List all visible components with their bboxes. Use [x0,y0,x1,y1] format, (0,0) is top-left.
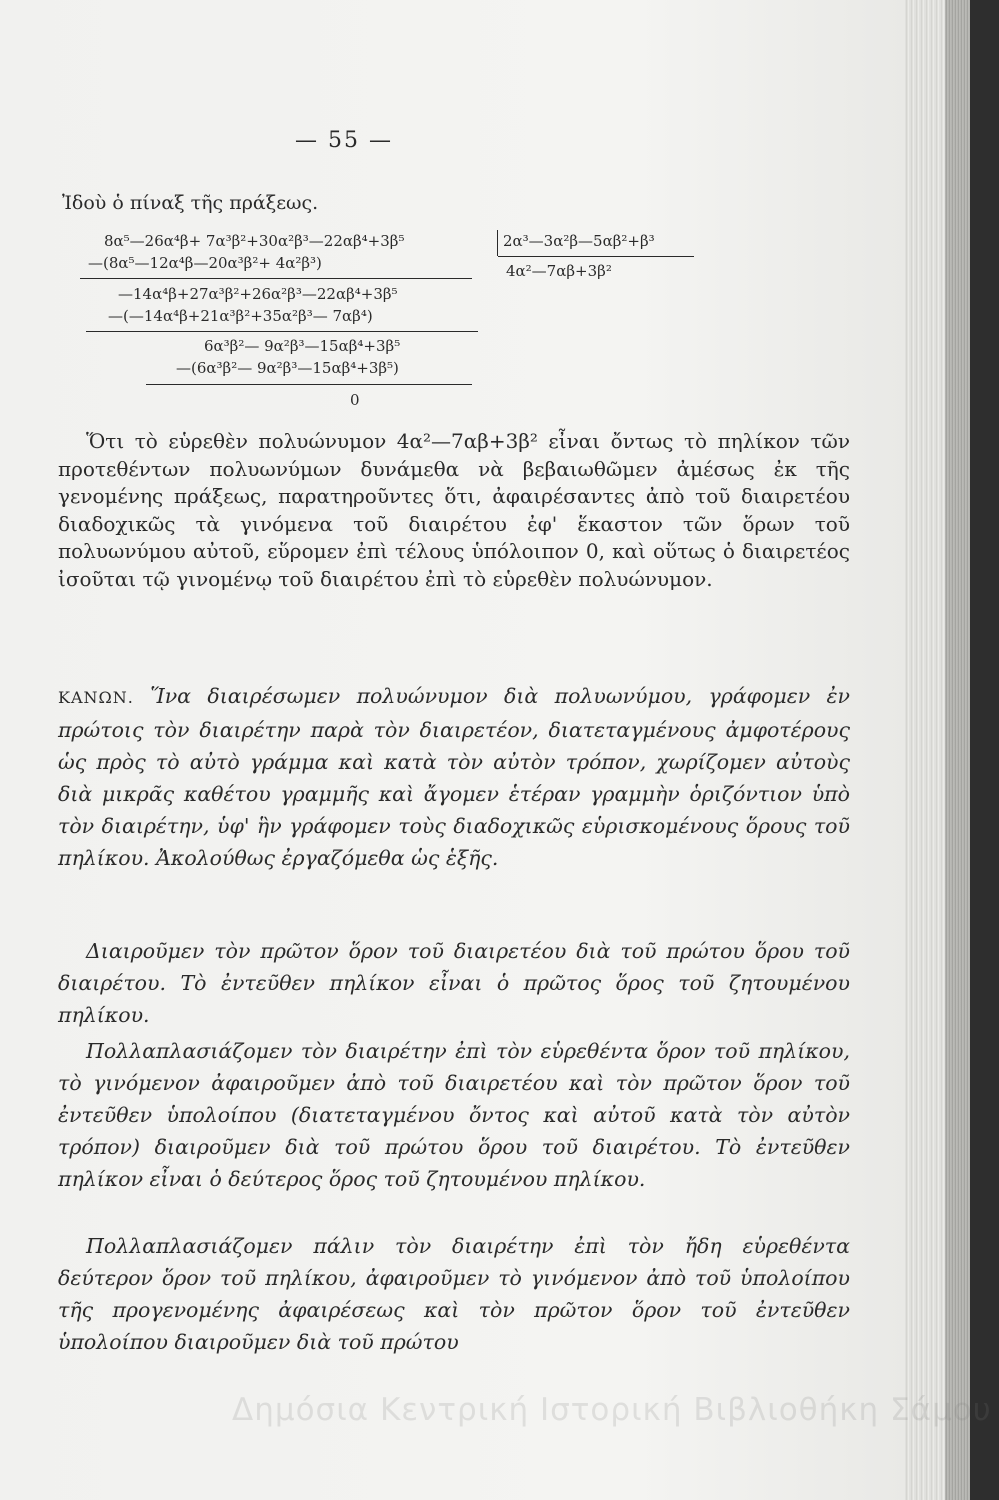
remainder-2: 6α³β²— 9α²β³—15αβ⁴+3β⁵ [204,337,401,355]
rule-label: ΚΑΝΩΝ. [58,688,134,707]
page-edges [905,0,945,1500]
table-caption: Ἰδοὺ ὁ πίναξ τῆς πράξεως. [62,192,319,214]
rule-line-1 [80,278,472,279]
quotient: 4α²—7αβ+3β² [506,262,612,280]
dividend: 8α⁵—26α⁴β+ 7α³β²+30α²β³—22αβ⁴+3β⁵ [104,232,405,250]
library-watermark: Δημόσια Κεντρική Ιστορική Βιβλιοθήκη Σάμου [232,1392,992,1428]
subtraction-step-3: —(6α³β²— 9α²β³—15αβ⁴+3β⁵) [176,359,399,377]
paragraph-step-3: Πολλαπλασιάζομεν πάλιν τὸν διαιρέτην ἐπὶ τὸν ἤδη εὑρεθέντα δεύτερον ὅρον τοῦ πηλίκου, ἀφαιροῦμεν τὸ γινόμενον ἀπὸ τοῦ ὑπολοίπου τῆς προγενομένης ἀφαιρέσεως καὶ τὸν πρῶτον ὅρον τοῦ ἐντεῦθεν ὑπολοίπου διαιροῦμεν διὰ τοῦ πρώτου [58,1234,850,1354]
remainder-1: —14α⁴β+27α³β²+26α²β³—22αβ⁴+3β⁵ [118,285,398,303]
paragraph-step-1: Διαιροῦμεν τὸν πρῶτον ὅρον τοῦ διαιρετέου διὰ τοῦ πρώτου ὅρου τοῦ διαιρέτου. Τὸ ἐντεῦθεν πηλίκον εἶναι ὁ πρῶτος ὅρος τοῦ ζητουμένου πηλίκου. [58,939,850,1027]
divisor: 2α³—3α²β—5αβ²+β³ [503,232,655,250]
rule-line-3 [146,384,472,385]
subtraction-step-2: —(—14α⁴β+21α³β²+35α²β³— 7αβ⁴) [108,307,373,325]
final-remainder: 0 [350,391,360,409]
rule-text: Ἵνα διαιρέσωμεν πολυώνυμον διὰ πολυωνύμου, γράφομεν ἐν πρώτοις τὸν διαιρέτην παρὰ τὸν διαιρετέον, διατεταγμένους ἀμφοτέρους ὡς πρὸς τὸ αὐτὸ γράμμα καὶ κατὰ τὸν αὐτὸν τρόπον, χωρίζομεν αὐτοὺς διὰ μικρᾶς καθέτου γραμμῆς καὶ ἄγομεν ἑτέραν γραμμὴν ὁριζόντιον ὑπὸ τὸν διαιρέτην, ὑφ' ἣν γράφομεν τοὺς διαδοχικῶς εὑρισκομένους ὅρους τοῦ πηλίκου. Ἀκολούθως ἐργαζόμεθα ὡς ἑξῆς. [58,684,850,870]
rule-paragraph [58,680,850,874]
rule-line-2 [86,331,478,332]
page-number: — 55 — [295,128,393,153]
paragraph-verification: Ὅτι τὸ εὑρεθὲν πολυώνυμον 4α²—7αβ+3β² εἶναι ὄντως τὸ πηλίκον τῶν προτεθέντων πολυωνύμων δυνάμεθα νὰ βεβαιωθῶμεν ἀμέσως ἐκ τῆς γενομένης πράξεως, παρατηροῦντες ὅτι, ἀφαιρέσαντες ἀπὸ τοῦ διαιρετέου διαδοχικῶς τὰ γινόμενα τοῦ διαιρέτου ἐφ' ἕκαστον τῶν ὅρων τοῦ πολυωνύμου αὐτοῦ, εὕρομεν ἐπὶ τέλους ὑπόλοιπον 0, καὶ οὕτως ὁ διαιρετέος ἰσοῦται τῷ γινομένῳ τοῦ διαιρέτου ἐπὶ τὸ εὑρεθὲν πολυώνυμον. [58,429,850,591]
quotient-rule [498,256,694,257]
subtraction-step-1: —(8α⁵—12α⁴β—20α³β²+ 4α²β³) [88,254,322,272]
page-edges-shadow [945,0,970,1500]
background [970,0,999,1500]
paragraph-step-2: Πολλαπλασιάζομεν τὸν διαιρέτην ἐπὶ τὸν εὑρεθέντα ὅρον τοῦ πηλίκου, τὸ γινόμενον ἀφαιροῦμεν ἀπὸ τοῦ διαιρετέου καὶ τὸν πρῶτον ὅρον τοῦ ἐντεῦθεν ὑπολοίπου (διατεταγμένου ὄντος καὶ αὐτοῦ κατὰ τὸν αὐτὸν τρόπον) διαιροῦμεν διὰ τοῦ πρώτου ὅρου τοῦ διαιρέτου. Τὸ ἐντεῦθεν πηλίκον εἶναι ὁ δεύτερος ὅρος τοῦ ζητουμένου πηλίκου. [58,1039,850,1191]
divisor-separator [497,230,498,256]
